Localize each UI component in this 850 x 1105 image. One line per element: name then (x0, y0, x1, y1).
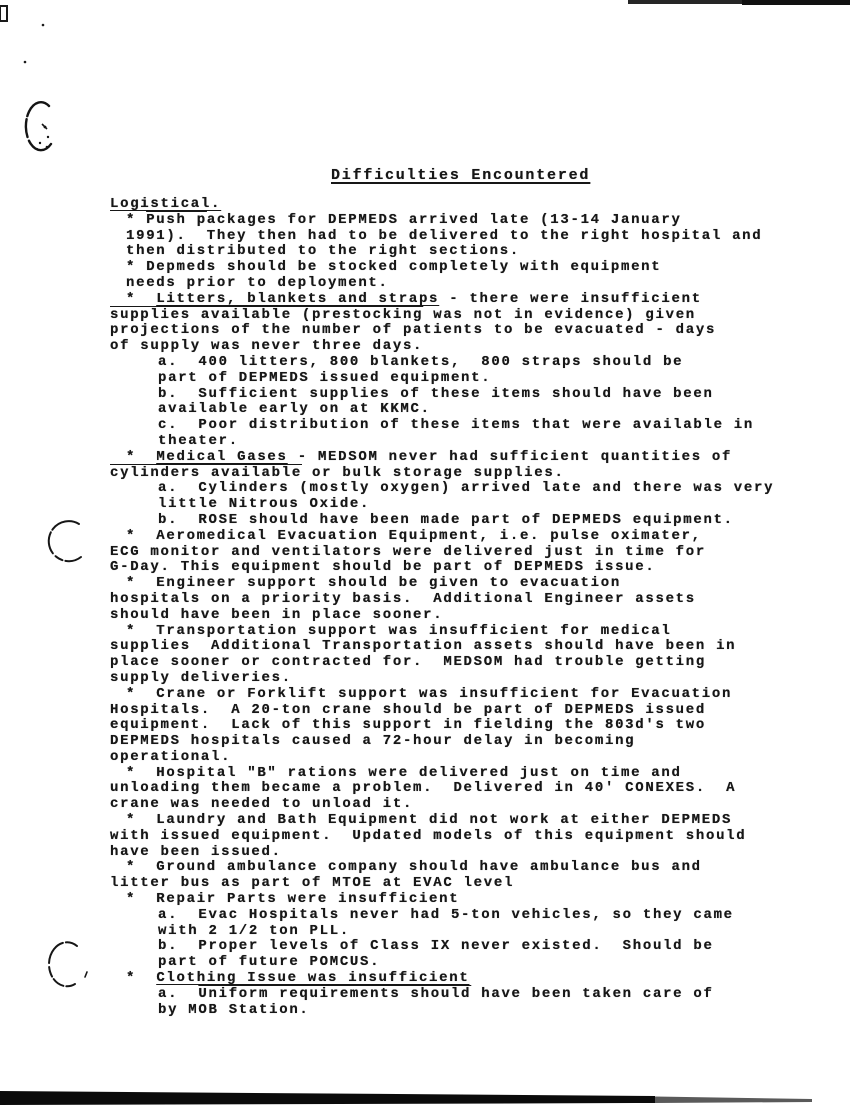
text-segment: operational. (110, 748, 232, 765)
corner-bracket-mark (0, 6, 7, 21)
hole-punch-circle-mark (26, 102, 51, 150)
text-segment: should have been in place sooner. (110, 606, 444, 623)
underlined-text: Clothing Issue was insufficient (156, 970, 470, 987)
overline-artifact-text: Uniform requirements should (198, 985, 472, 1002)
text-segment: * (126, 290, 157, 307)
text-segment: a. 400 litters, 800 blankets, 800 straps should be (158, 353, 684, 370)
text-segment: * Depmeds should be stocked completely with equipment (126, 259, 662, 276)
text-segment: little Nitrous Oxide. (158, 496, 371, 513)
text-segment: * (126, 970, 157, 987)
text-segment: * Crane or Forklift support was insufficient for Evacuation (126, 685, 733, 702)
text-segment: or bulk storage supplies. (301, 464, 565, 481)
text-segment: by MOB Station. (158, 1001, 310, 1018)
text-segment: crane was needed to unload it. (110, 796, 414, 813)
text-segment: of supply was never three days. (110, 338, 424, 355)
text-segment: place sooner or contracted for. MEDSOM had trouble getting (110, 654, 706, 671)
text-segment: DEPMEDS hospitals caused a 72-hour delay in becoming (110, 733, 636, 750)
page-title: Difficulties Encountered (331, 167, 591, 184)
text-segment: with 2 1/2 ton PLL. (158, 922, 350, 939)
bottom-edge-scan-bar-fade (655, 1097, 812, 1104)
text-segment: litter bus as part of MTOE at EVAC level (110, 875, 515, 892)
text-segment: supplies Additional Transportation assets should have been in (110, 638, 737, 655)
text-segment: was not in evidence) given (423, 306, 696, 323)
text-segment: ackages for DEPMEDS arrived late (13-14 January (206, 211, 682, 228)
speck-dot (42, 24, 45, 27)
text-segment: - MEDSOM never had sufficient quantities of (287, 448, 733, 465)
text-segment: * Engineer support should be given to evacuation (126, 575, 621, 592)
text-segment: b. Proper levels of Class IX never existed. Should be (158, 938, 714, 955)
text-segment: part of future POMCUS. (158, 954, 381, 971)
margin-arc-mark-1 (49, 521, 81, 561)
overline-artifact-text: cylinders available (110, 464, 302, 481)
text-segment: projections of the number of patients to be evacuated - days (110, 322, 717, 339)
text-segment: - there were insufficient (439, 290, 702, 307)
text-segment: available early on at KKMC. (158, 401, 431, 418)
text-segment: a. Evac Hospitals never had 5-ton vehicles, so they came (158, 906, 734, 923)
text-segment: 1991). They then had to be delivered to the right hospital and (126, 227, 763, 244)
text-segment: * Laundry and Bath Equipment did not work at either DEPMEDS (126, 812, 733, 829)
underlined-text: Medical Gases (156, 448, 288, 465)
text-segment: equipment. Lack of this support in fielding the 803d's two (110, 717, 706, 734)
text-segment: * Hospital "B" rations were delivered just on time and (126, 764, 682, 781)
text-segment: supply deliveries. (110, 669, 292, 686)
speck-dot (24, 61, 27, 64)
text-segment: a. (158, 985, 199, 1002)
text-segment: * Transportation support was insufficient for medical (126, 622, 672, 639)
text-segment: have been issued. (110, 843, 282, 860)
top-edge-scan-bar-dark (742, 0, 850, 5)
text-segment: with issued equipment. Updated models of this equipment should (110, 827, 747, 844)
text-segment: * Aeromedical Evacuation Equipment, i.e. pulse oximater, (126, 527, 702, 544)
bottom-edge-scan-bar (0, 1091, 655, 1105)
margin-arc-mark-2 (49, 942, 87, 986)
text-segment: c. Poor distribution of these items that were available in (158, 417, 754, 434)
text-segment: b. ROSE should have been made part of DEPMEDS equipment. (158, 511, 734, 528)
text-segment: * (126, 448, 157, 465)
overline-artifact-text: supplies available (prestocking (110, 306, 424, 323)
text-segment: b. Sufficient supplies of these items should have been (158, 385, 714, 402)
text-segment: then distributed to the right sections. (126, 243, 520, 260)
text-segment: G-Day. This equipment should be part of DEPMEDS issue. (110, 559, 656, 576)
overline-artifact-text: Push p (146, 211, 207, 228)
text-segment: a. Cylinders (mostly oxygen) arrived late and there was very (158, 480, 775, 497)
text-segment: * (126, 211, 147, 228)
text-segment: * Repair Parts were insufficient (126, 891, 460, 908)
text-segment: have been taken care of (471, 985, 714, 1002)
text-segment: ECG monitor and ventilators were delivered just in time for (110, 543, 706, 560)
text-segment: * Ground ambulance company should have ambulance bus and (126, 859, 702, 876)
text-segment: theater. (158, 432, 239, 449)
text-segment: needs prior to deployment. (126, 274, 389, 291)
underlined-text: Litters, blankets and straps (156, 290, 440, 307)
text-segment: part of DEPMEDS issued equipment. (158, 369, 492, 386)
underlined-text: Logistical. (110, 196, 222, 212)
text-segment: hospitals on a priority basis. Additional Engineer assets (110, 590, 696, 607)
text-segment: unloading them became a problem. Delivered in 40' CONEXES. A (110, 780, 737, 797)
text-segment: Hospitals. A 20-ton crane should be part of DEPMEDS issued (110, 701, 706, 718)
